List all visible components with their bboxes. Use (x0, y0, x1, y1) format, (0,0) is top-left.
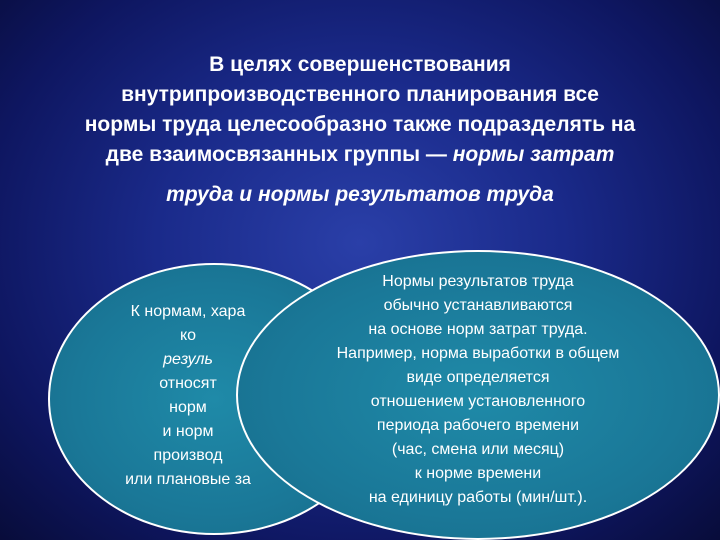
right-line-4: Например, норма выработки в общем (336, 345, 620, 362)
title-line-4-italic: нормы затрат (452, 143, 615, 166)
left-line-3: резуль (163, 351, 213, 368)
left-line-7: производ (153, 447, 223, 464)
right-line-2: обычно устанавливаются (383, 297, 573, 314)
title-line-1: В целях совершенствования (209, 53, 511, 76)
title-line-2: внутрипроизводственного планирования все (121, 83, 599, 106)
right-ellipse-text (236, 270, 720, 510)
slide-title (30, 50, 690, 170)
left-line-1: К нормам, хара (130, 303, 246, 320)
left-line-5: норм (169, 399, 207, 416)
title-line-3: нормы труда целесообразно также подразделять на (84, 113, 636, 136)
left-line-6: и норм (162, 423, 214, 440)
right-line-9: к норме времени (414, 465, 542, 482)
right-line-6: отношением установленного (370, 393, 586, 410)
left-line-2: ко (179, 327, 197, 344)
right-line-8: (час, смена или месяц) (391, 441, 565, 458)
title-line-4-normal: две взаимосвязанных группы — (105, 143, 453, 166)
slide-subtitle: труда и нормы результатов труда (166, 183, 554, 206)
title-line-4 (30, 140, 690, 170)
left-line-8: или плановые за (125, 471, 251, 488)
right-line-5: виде определяется (406, 369, 550, 386)
right-line-3: на основе норм затрат труда. (368, 321, 588, 338)
left-line-4: относят (159, 375, 217, 392)
right-line-10: на единицу работы (мин/шт.). (368, 489, 588, 506)
right-line-7: периода рабочего времени (376, 417, 580, 434)
right-line-1: Нормы результатов труда (382, 273, 574, 290)
